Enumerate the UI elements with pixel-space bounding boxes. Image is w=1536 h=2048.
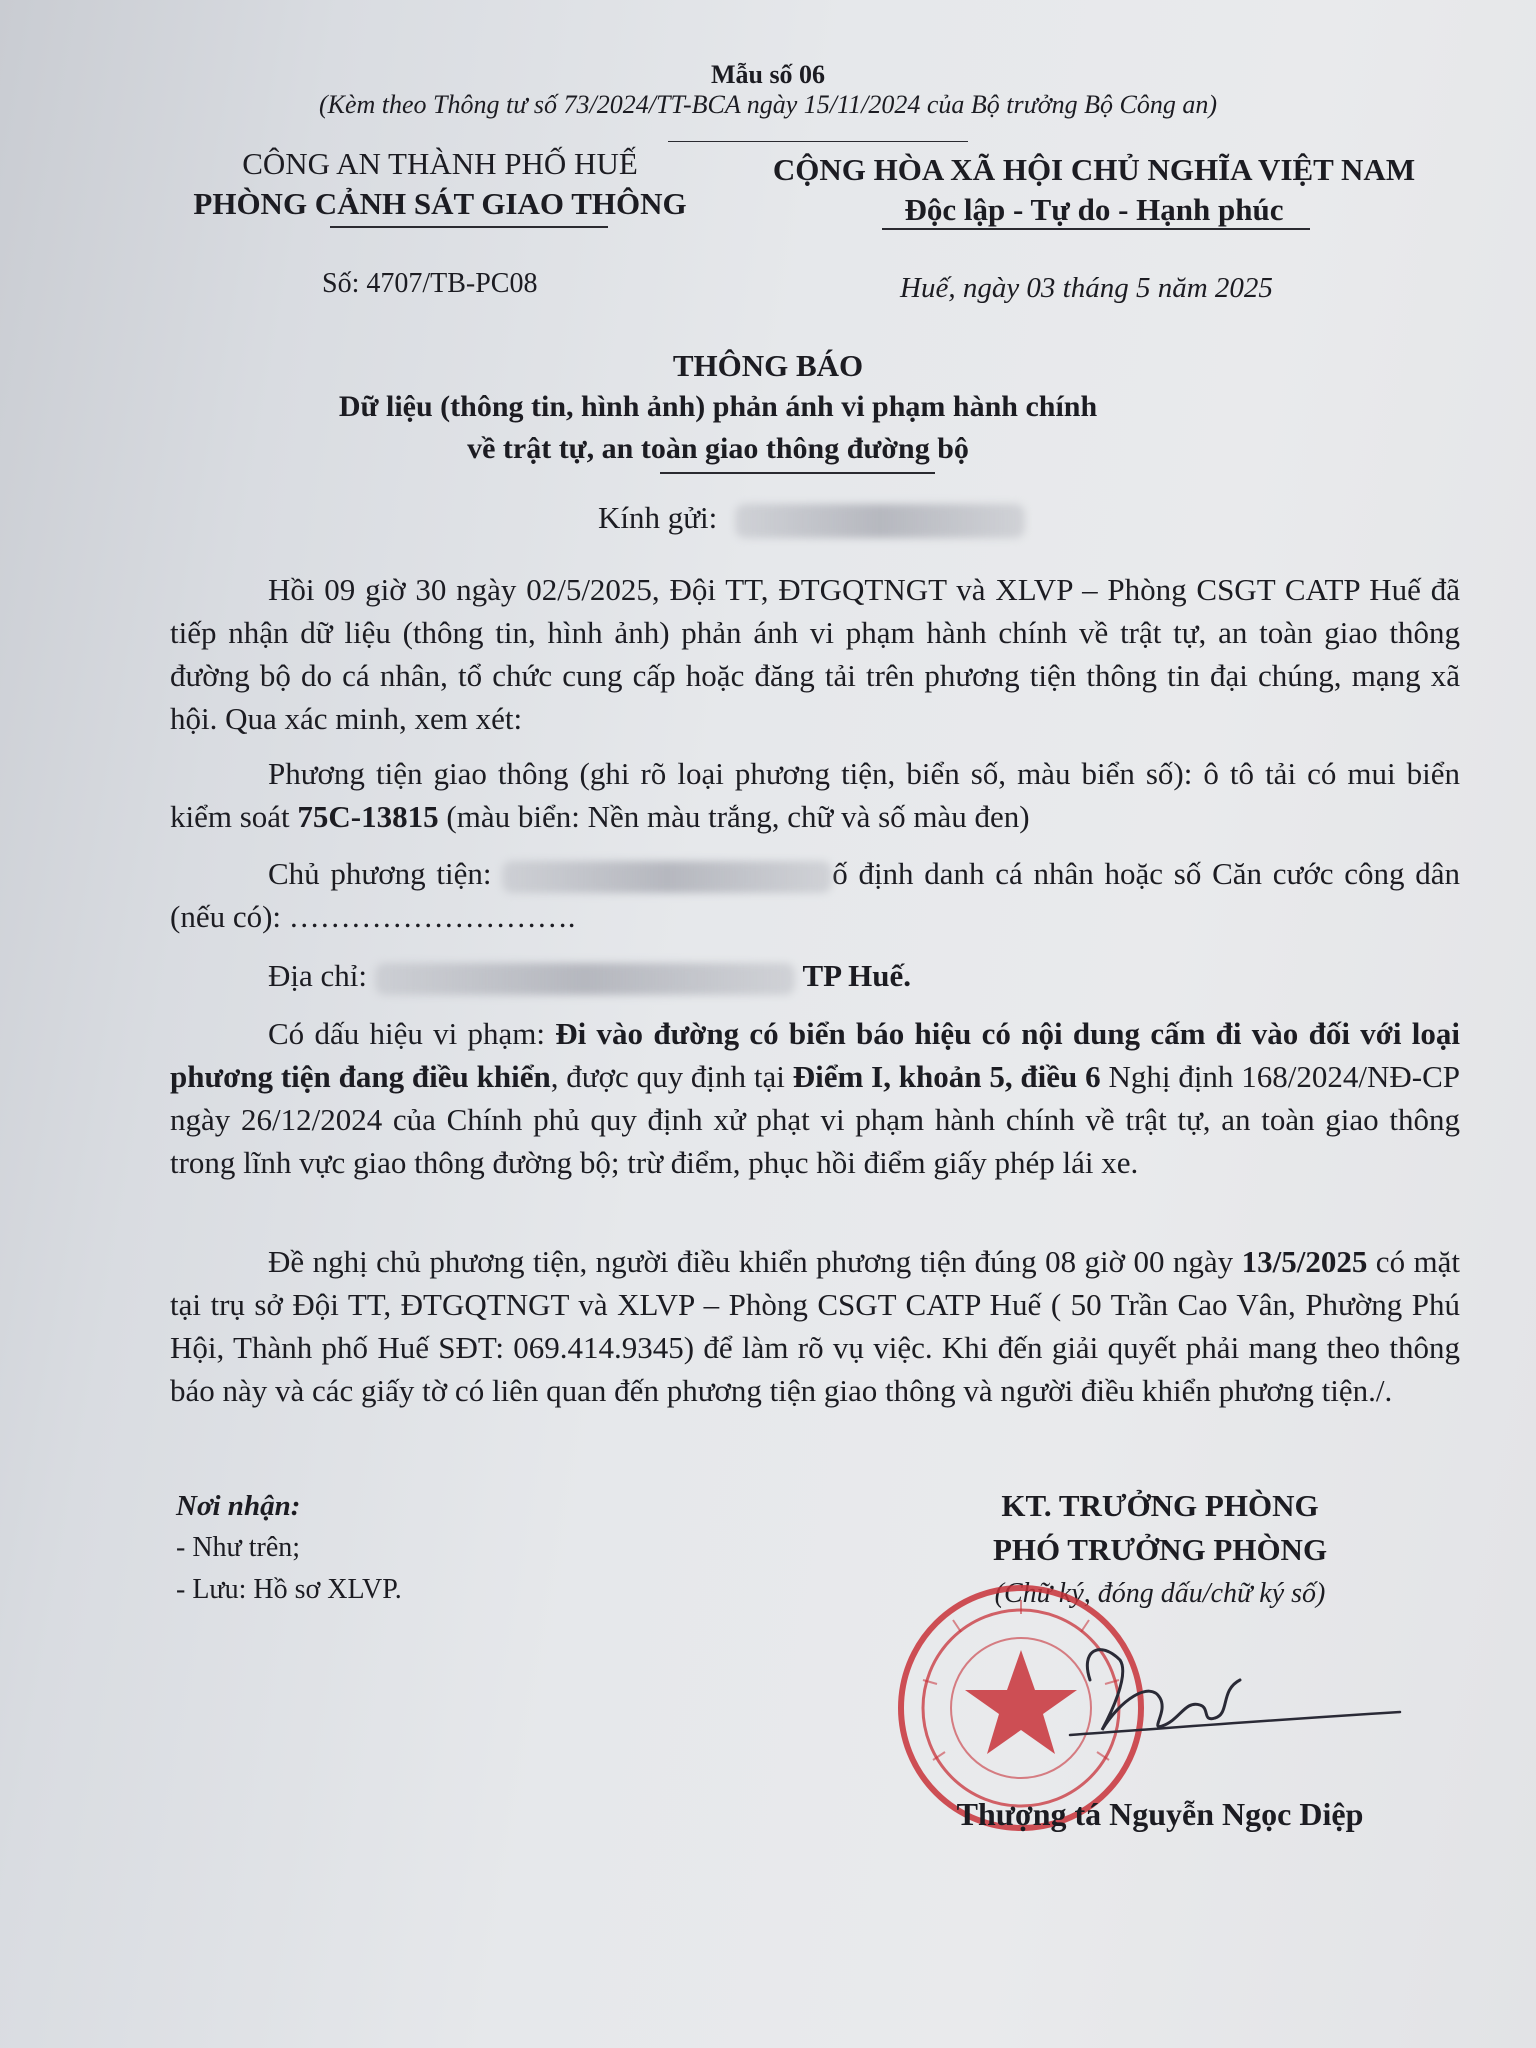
redacted-recipient xyxy=(735,504,1025,538)
signature-title-2: PHÓ TRƯỞNG PHÒNG xyxy=(992,1532,1328,1567)
appointment-date: 13/5/2025 xyxy=(1241,1244,1368,1279)
request-text: Đề nghị chủ phương tiện, người điều khiển phương tiện đúng 08 giờ 00 ngày xyxy=(268,1244,1242,1279)
address-city: TP Huế. xyxy=(802,958,912,993)
address-label: Địa chỉ: xyxy=(268,958,367,993)
form-attachment-note: (Kèm theo Thông tư số 73/2024/TT-BCA ngày 15/11/2024 của Bộ trưởng Bộ Công an) xyxy=(318,90,1218,119)
signature-note: (Chữ ký, đóng dấu/chữ ký số) xyxy=(994,1578,1326,1609)
handwritten-signature xyxy=(1010,1620,1410,1760)
agency-name: CÔNG AN THÀNH PHỐ HUẾ xyxy=(242,146,638,181)
recipient-label: Kính gửi: xyxy=(598,500,718,535)
paragraph-owner xyxy=(170,852,1460,938)
vehicle-description: Phương tiện giao thông (ghi rõ loại phương tiện, biển số, màu biển số): ô tô tải có mui biển kiểm soát xyxy=(170,756,1460,834)
recipient-line xyxy=(598,500,1025,538)
paragraph-address xyxy=(170,954,1460,997)
recipient-item-2: - Lưu: Hồ sơ XLVP. xyxy=(176,1574,402,1605)
violation-decree: Nghị định 168/2024/NĐ-CP ngày 26/12/2024 của Chính phủ quy định xử phạt vi phạm hành chính về trật tự, an toàn giao thông trong lĩnh vực giao thông đường bộ; trừ điểm, phục hồi điểm giấy phép lái xe. xyxy=(170,1059,1461,1180)
document-number: Số: 4707/TB-PC08 xyxy=(322,268,538,299)
place-and-date: Huế, ngày 03 tháng 5 năm 2025 xyxy=(900,272,1273,304)
redacted-address xyxy=(375,963,795,995)
motto-underline xyxy=(882,228,1310,230)
country-name: CỘNG HÒA XÃ HỘI CHỦ NGHĨA VIỆT NAM xyxy=(772,152,1416,187)
violation-description: Đi vào đường có biển báo hiệu có nội dung cấm đi vào đối với loại phương tiện đang điều khiển xyxy=(170,1016,1460,1094)
title-underline xyxy=(660,472,935,474)
paragraph-receipt: Hồi 09 giờ 30 ngày 02/5/2025, Đội TT, ĐTGQTNGT và XLVP – Phòng CSGT CATP Huế đã tiếp nhận dữ liệu (thông tin, hình ảnh) phản ánh vi phạm hành chính về trật tự, an toàn giao thông đường bộ do cá nhân, tổ chức cung cấp hoặc đăng tải trên phương tiện thông tin đại chúng, mạng xã hội. Qua xác minh, xem xét: xyxy=(170,572,1460,736)
document-title: THÔNG BÁO xyxy=(672,348,864,383)
document-subtitle-line1: Dữ liệu (thông tin, hình ảnh) phản ánh vi phạm hành chính xyxy=(338,390,1098,423)
violation-connector: , được quy định tại xyxy=(550,1059,793,1094)
signer-name: Thượng tá Nguyễn Ngọc Diệp xyxy=(956,1796,1364,1832)
recipients-heading: Nơi nhận: xyxy=(176,1490,301,1522)
department-underline xyxy=(330,226,608,228)
owner-label: Chủ phương tiện: xyxy=(268,856,492,891)
license-plate: 75C-13815 xyxy=(297,799,439,834)
violation-article: Điểm I, khoản 5, điều 6 xyxy=(792,1059,1101,1094)
document-subtitle-line2: về trật tự, an toàn giao thông đường bộ xyxy=(467,432,969,465)
paragraph-violation xyxy=(170,1012,1460,1184)
paragraph-request xyxy=(170,1240,1460,1412)
violation-label: Có dấu hiệu vi phạm: xyxy=(268,1016,556,1051)
department-name: PHÒNG CẢNH SÁT GIAO THÔNG xyxy=(193,186,687,221)
request-details: có mặt tại trụ sở Đội TT, ĐTGQTNGT và XLVP – Phòng CSGT CATP Huế ( 50 Trần Cao Vân, Phường Phú Hội, Thành phố Huế SĐT: 069.414.9345) để làm rõ vụ việc. Khi đến giải quyết phải mang theo thông báo này và các giấy tờ có liên quan đến phương tiện giao thông và người điều khiển phương tiện./. xyxy=(170,1244,1460,1408)
recipient-item-1: - Như trên; xyxy=(176,1532,301,1563)
signature-title-1: KT. TRƯỞNG PHÒNG xyxy=(1001,1488,1319,1523)
owner-id-note: ố định danh cá nhân hoặc số Căn cước công dân (nếu có): ………………………. xyxy=(170,856,1460,934)
form-number: Mẫu số 06 xyxy=(710,60,826,89)
header-divider xyxy=(668,141,968,142)
national-motto: Độc lập - Tự do - Hạnh phúc xyxy=(904,192,1284,227)
paragraph-vehicle xyxy=(170,752,1460,838)
redacted-owner xyxy=(502,861,832,893)
plate-color-note: (màu biển: Nền màu trắng, chữ và số màu đen) xyxy=(438,799,1030,834)
